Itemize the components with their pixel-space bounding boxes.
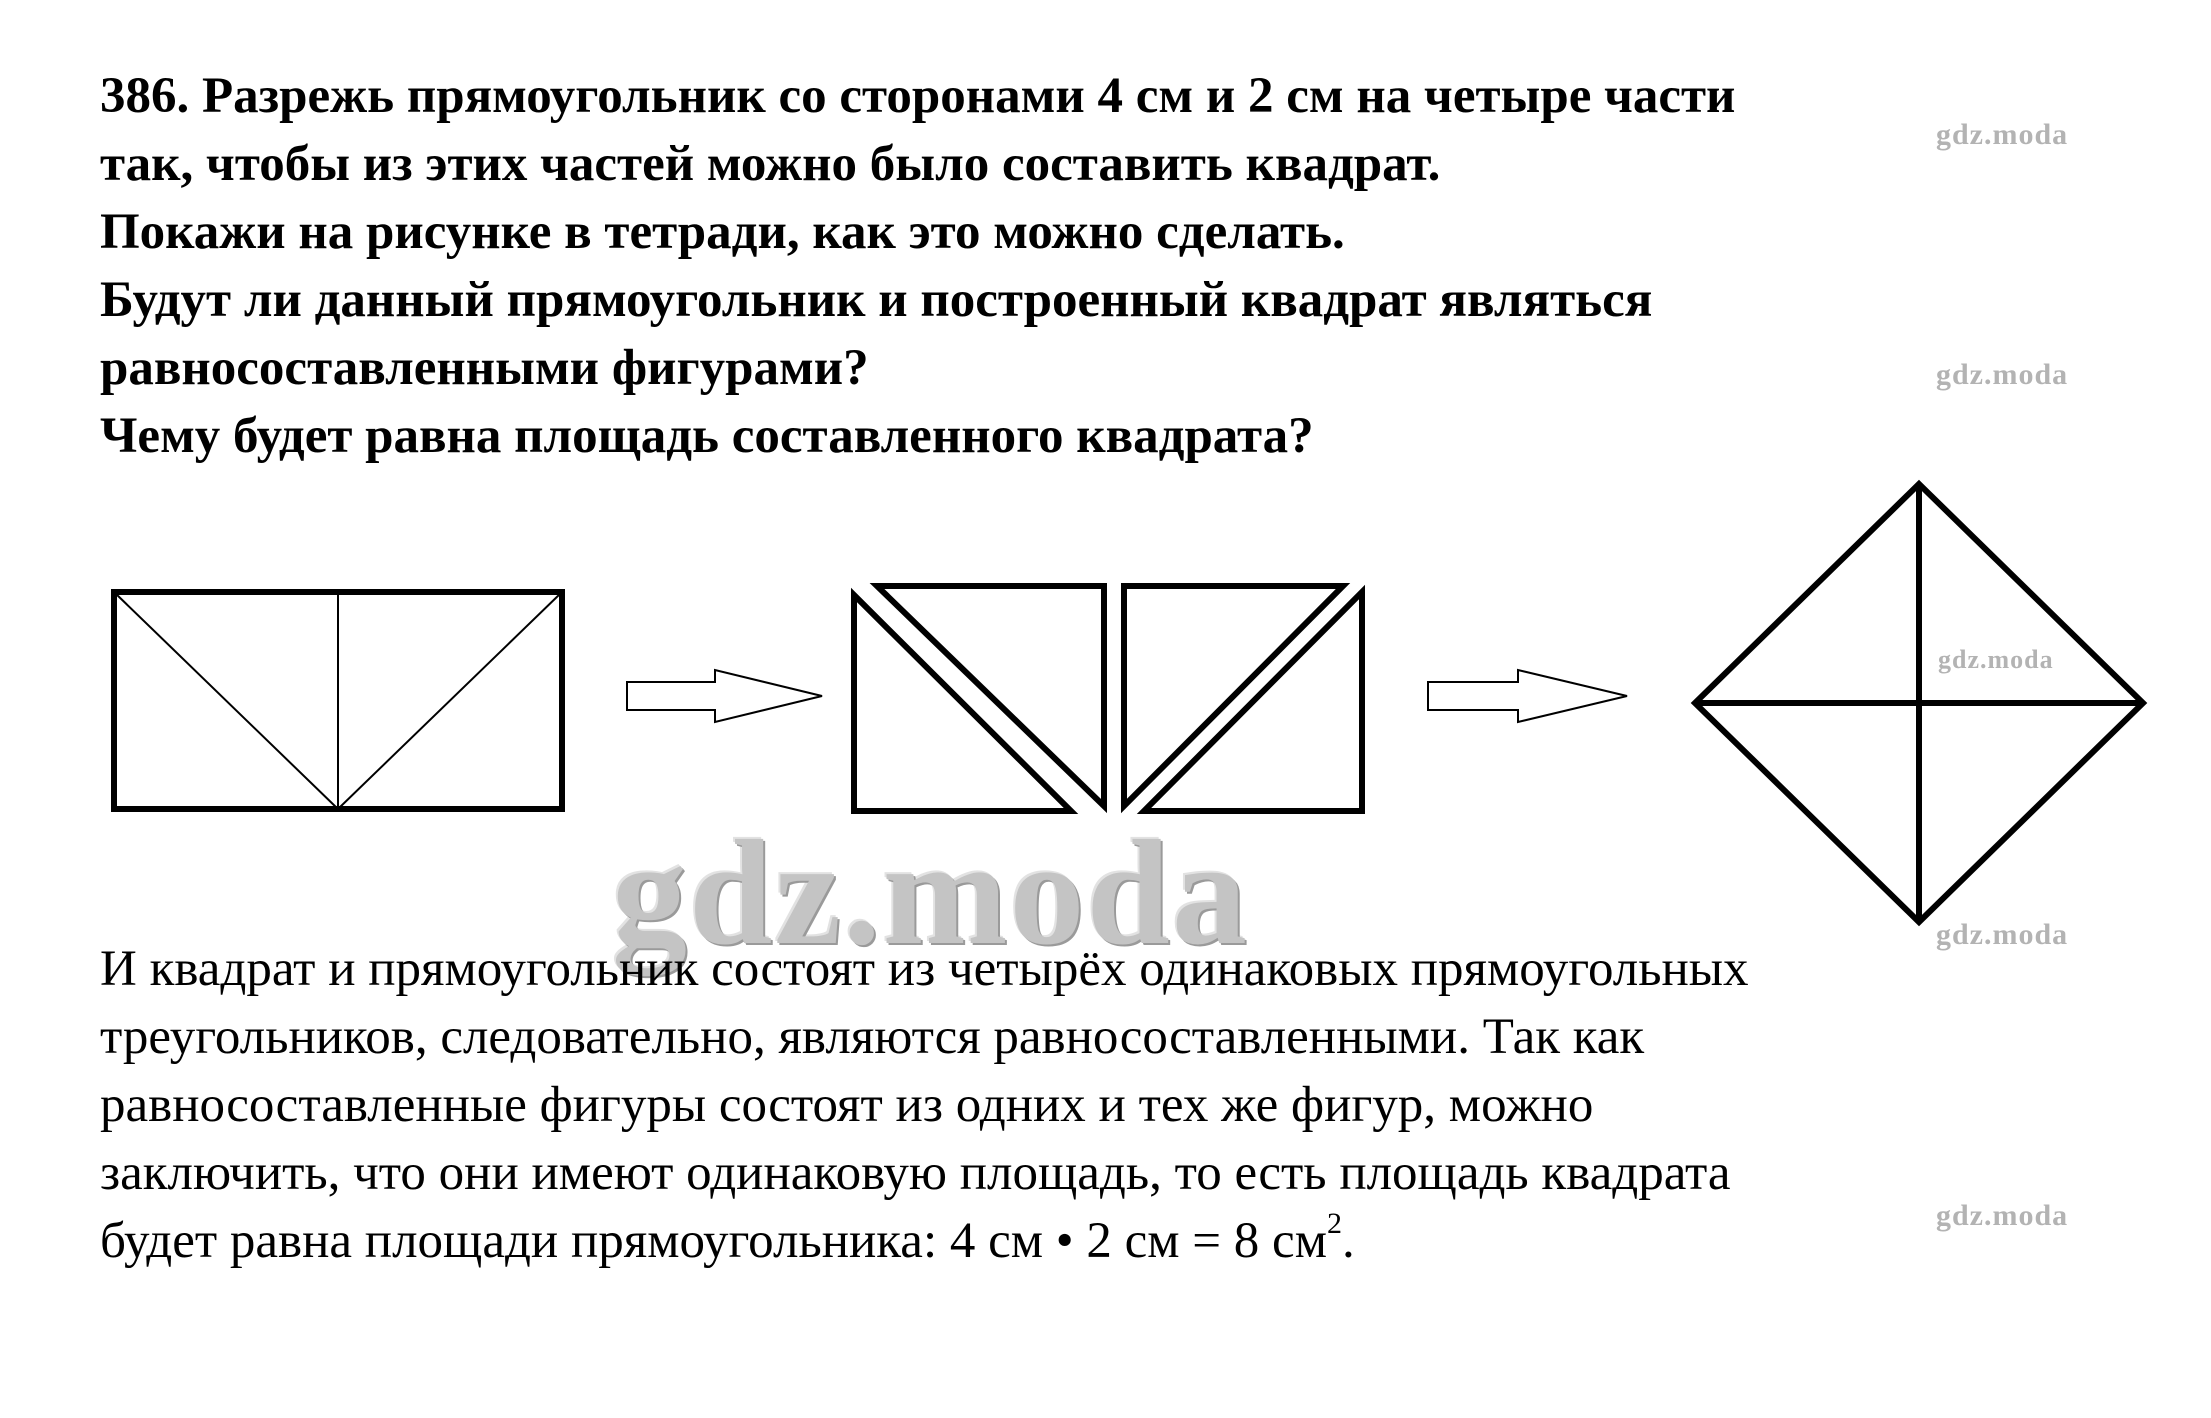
task-line-2: так, чтобы из этих частей можно было составить квадрат.	[100, 136, 1441, 192]
watermark-small: gdz.moda	[1938, 645, 2054, 674]
square-figure	[1695, 484, 2143, 922]
arrow-right-icon	[1428, 670, 1627, 722]
answer-superscript: 2	[1326, 1207, 1342, 1240]
answer-line-2: треугольников, следовательно, являются равносоставленными. Так как	[100, 1009, 1645, 1065]
answer-line-3: равносоставленные фигуры состоят из одних и тех же фигур, можно	[100, 1077, 1594, 1133]
answer-line-4: заключить, что они имеют одинаковую площадь, то есть площадь квадрата	[100, 1145, 1731, 1201]
answer-period: .	[1341, 1213, 1355, 1269]
watermark-small: gdz.moda	[1936, 918, 2069, 951]
task-line-3: Покажи на рисунке в тетради, как это можно сделать.	[100, 204, 1345, 260]
rectangle-figure	[114, 592, 562, 809]
task-line-1: 386. Разрежь прямоугольник со сторонами 4 см и 2 см на четыре части	[100, 68, 1736, 124]
watermark-small: gdz.moda	[1936, 118, 2069, 151]
task-line-4: Будут ли данный прямоугольник и построенный квадрат являться	[100, 272, 1653, 328]
answer-formula: будет равна площади прямоугольника: 4 см • 2 см = 8 см	[100, 1213, 1327, 1269]
watermark-small: gdz.moda	[1936, 358, 2069, 391]
answer-line-1: И квадрат и прямоугольник состоят из четырёх одинаковых прямоугольных	[100, 941, 1749, 997]
answer-line-5	[100, 1207, 1749, 1275]
task-line-6: Чему будет равна площадь составленного квадрата?	[100, 408, 1314, 464]
arrow-right-icon	[627, 670, 822, 722]
watermark-large: gdz.moda	[612, 810, 1249, 976]
separated-triangles-figure	[854, 586, 1362, 811]
answer-text	[100, 935, 1749, 1275]
watermark-small: gdz.moda	[1936, 1199, 2069, 1232]
task-line-5: равносоставленными фигурами?	[100, 340, 869, 396]
